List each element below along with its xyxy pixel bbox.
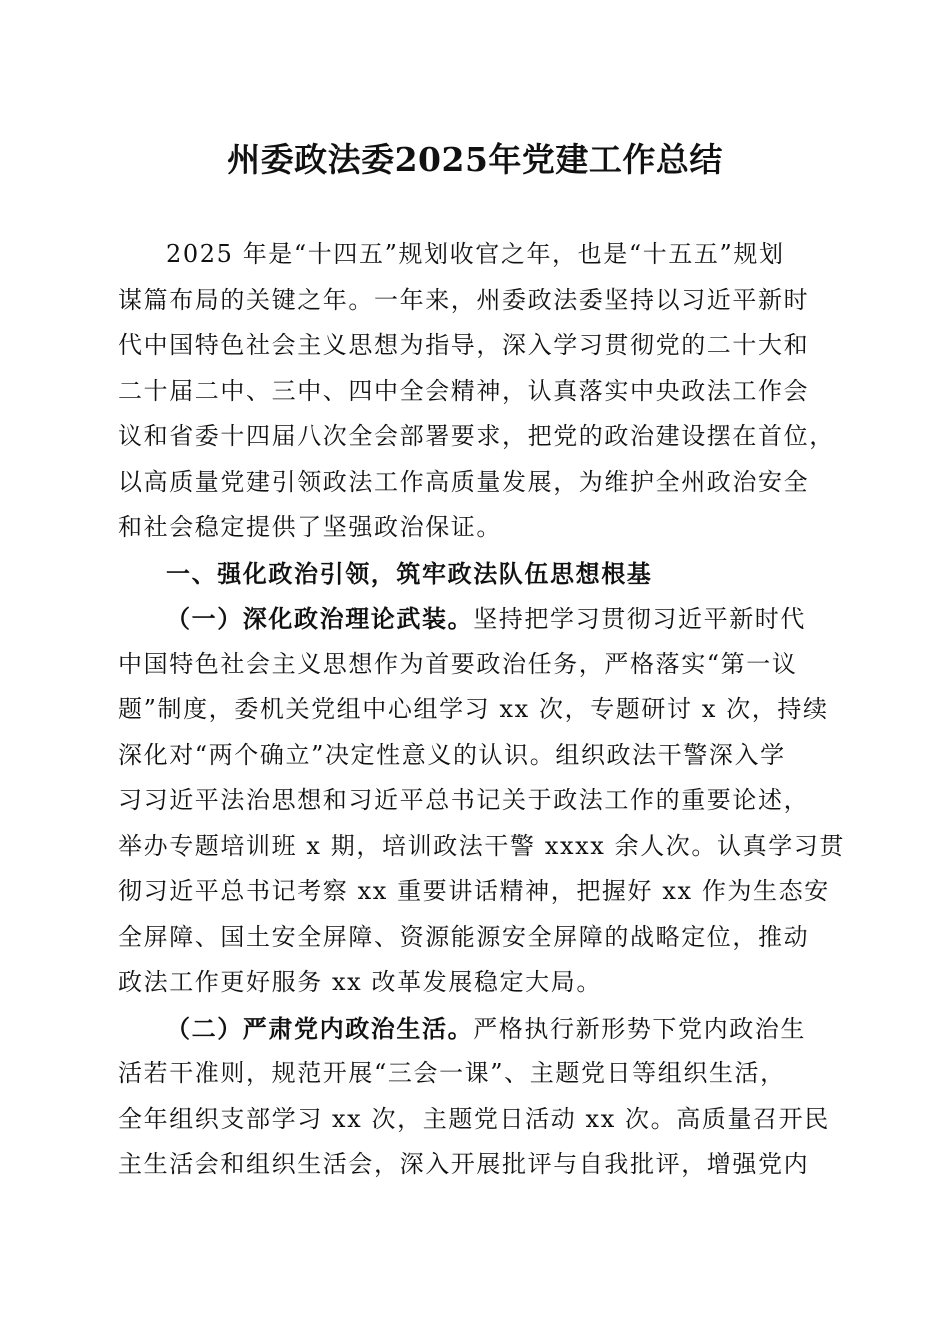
paragraph-line: 活若干准则，规范开展“三会一课”、主题党日等组织生活， bbox=[118, 1059, 786, 1087]
subsection-paragraph-2 bbox=[118, 1006, 838, 1188]
paragraph-line: 二十届二中、三中、四中全会精神，认真落实中央政法工作会 bbox=[118, 376, 810, 405]
document-body bbox=[118, 232, 845, 1188]
paragraph-line: 全年组织支部学习 xx 次，主题党日活动 xx 次。高质量召开民 bbox=[118, 1104, 830, 1133]
paragraph-line: 2025 年是“十四五”规划收官之年，也是“十五五”规划 bbox=[166, 240, 785, 268]
subsection-lead: （一）深化政治理论武装。 bbox=[166, 604, 474, 633]
paragraph-line: 习习近平法治思想和习近平总书记关于政法工作的重要论述， bbox=[118, 786, 810, 814]
paragraph-line: 代中国特色社会主义思想为指导，深入学习贯彻党的二十大和 bbox=[118, 331, 810, 359]
paragraph-line: 全屏障、国土安全屏障、资源能源安全屏障的战略定位，推动 bbox=[118, 922, 810, 951]
section-heading: 一、强化政治引领，筑牢政法队伍思想根基 bbox=[166, 558, 653, 588]
paragraph-line: 彻习近平总书记考察 xx 重要讲话精神，把握好 xx 作为生态安 bbox=[118, 877, 830, 905]
paragraph-line: 和社会稳定提供了坚强政治保证。 bbox=[118, 513, 502, 541]
paragraph-line: 举办专题培训班 x 期，培训政法干警 xxxx 余人次。认真学习贯 bbox=[118, 831, 845, 860]
paragraph-line: 主生活会和组织生活会，深入开展批评与自我批评，增强党内 bbox=[118, 1150, 810, 1178]
document-title: 州委政法委2025年党建工作总结 bbox=[227, 140, 723, 179]
paragraph-line bbox=[118, 596, 838, 642]
paragraph-text: 坚持把学习贯彻习近平新时代 bbox=[473, 605, 807, 633]
subsection-lead: （二）严肃党内政治生活。 bbox=[166, 1013, 474, 1043]
paragraph-line: 以高质量党建引领政法工作高质量发展，为维护全州政治安全 bbox=[118, 467, 810, 496]
paragraph-line: 中国特色社会主义思想作为首要政治任务，严格落实“第一议 bbox=[118, 649, 798, 678]
paragraph-line: 谋篇布局的关键之年。一年来，州委政法委坚持以习近平新时 bbox=[118, 285, 810, 314]
paragraph-line bbox=[118, 1006, 838, 1052]
paragraph-line: 议和省委十四届八次全会部署要求，把党的政治建设摆在首位， bbox=[118, 422, 835, 450]
paragraph-line: 政法工作更好服务 xx 改革发展稳定大局。 bbox=[118, 968, 602, 996]
intro-paragraph bbox=[118, 232, 838, 551]
paragraph-line: 题”制度，委机关党组中心组学习 xx 次，专题研讨 x 次，持续 bbox=[118, 695, 829, 723]
subsection-paragraph-1 bbox=[118, 596, 845, 1006]
paragraph-text: 严格执行新形势下党内政治生 bbox=[473, 1014, 807, 1043]
paragraph-line: 深化对“两个确立”决定性意义的认识。组织政法干警深入学 bbox=[118, 740, 786, 769]
